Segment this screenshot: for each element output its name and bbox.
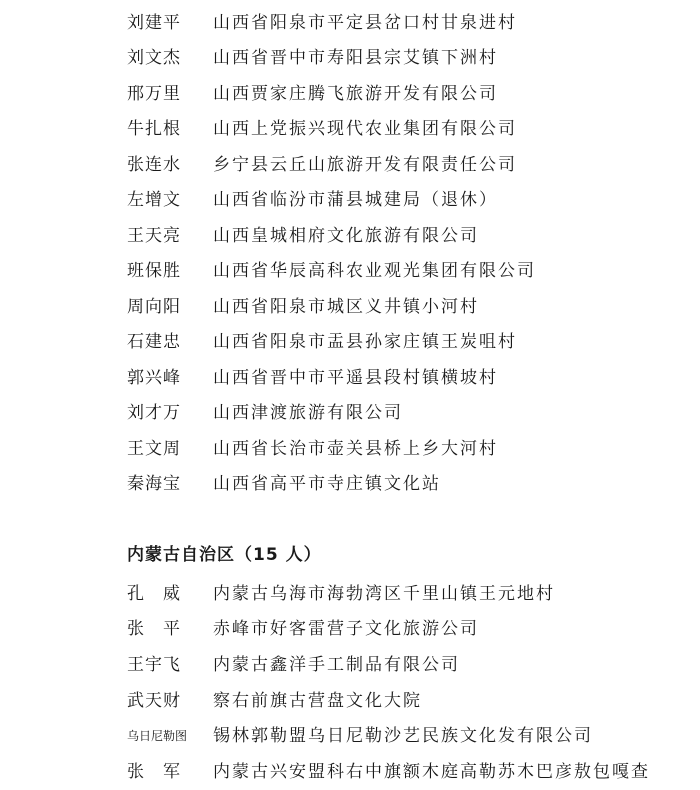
person-organization: 赤峰市好客雷营子文化旅游公司 [213, 619, 479, 639]
list-item [0, 8, 700, 38]
list-item [0, 579, 700, 609]
person-name: 乌日尼勒图 [127, 729, 188, 743]
person-organization: 山西省阳泉市平定县岔口村甘泉进村 [213, 13, 517, 33]
person-name: 郭兴峰 [127, 368, 181, 388]
person-name: 牛扎根 [127, 119, 181, 139]
person-name: 班保胜 [127, 261, 181, 281]
person-name: 周向阳 [127, 297, 181, 317]
list-item [0, 150, 700, 180]
list-item [0, 398, 700, 428]
person-organization: 山西省长治市壶关县桥上乡大河村 [213, 439, 498, 459]
person-organization: 山西省晋中市寿阳县宗艾镇下洲村 [213, 48, 498, 68]
person-organization: 山西省高平市寺庄镇文化站 [213, 474, 441, 494]
section-heading: 内蒙古自治区（15 人） [127, 545, 322, 565]
person-organization: 乡宁县云丘山旅游开发有限责任公司 [213, 155, 517, 175]
person-organization: 山西省阳泉市盂县孙家庄镇王炭咀村 [213, 332, 517, 352]
list-item [0, 434, 700, 464]
person-name: 张 平 [127, 619, 181, 639]
person-name: 刘才万 [127, 403, 181, 423]
person-name: 张连水 [127, 155, 181, 175]
person-organization: 山西皇城相府文化旅游有限公司 [213, 226, 479, 246]
person-organization: 内蒙古鑫洋手工制品有限公司 [213, 655, 460, 675]
list-item [0, 363, 700, 393]
list-item [0, 256, 700, 286]
list-item [0, 327, 700, 357]
list-item [0, 469, 700, 499]
list-item [0, 614, 700, 644]
list-item [0, 292, 700, 322]
person-name: 左增文 [127, 190, 181, 210]
person-name: 王天亮 [127, 226, 181, 246]
list-item [0, 43, 700, 73]
person-organization: 山西省华辰高科农业观光集团有限公司 [213, 261, 536, 281]
person-name: 刘建平 [127, 13, 181, 33]
list-item [0, 686, 700, 716]
list-item [0, 185, 700, 215]
person-name: 王宇飞 [127, 655, 181, 675]
person-name: 邢万里 [127, 84, 181, 104]
list-item [0, 221, 700, 251]
person-name: 王文周 [127, 439, 181, 459]
person-name: 石建忠 [127, 332, 181, 352]
person-organization: 内蒙古兴安盟科右中旗额木庭高勒苏木巴彦敖包嘎查 [213, 762, 650, 782]
list-item [0, 650, 700, 680]
person-organization: 察右前旗古营盘文化大院 [213, 691, 422, 711]
person-name: 孔 威 [127, 584, 181, 604]
list-item [0, 721, 700, 751]
person-name: 武天财 [127, 691, 181, 711]
person-name: 张 军 [127, 762, 181, 782]
list-item [0, 757, 700, 787]
person-name: 秦海宝 [127, 474, 181, 494]
person-organization: 内蒙古乌海市海勃湾区千里山镇王元地村 [213, 584, 555, 604]
person-organization: 山西津渡旅游有限公司 [213, 403, 403, 423]
person-organization: 山西省阳泉市城区义井镇小河村 [213, 297, 479, 317]
list-item [0, 114, 700, 144]
person-name: 刘文杰 [127, 48, 181, 68]
person-organization: 山西贾家庄腾飞旅游开发有限公司 [213, 84, 498, 104]
person-organization: 山西上党振兴现代农业集团有限公司 [213, 119, 517, 139]
person-organization: 锡林郭勒盟乌日尼勒沙艺民族文化发有限公司 [213, 726, 593, 746]
person-organization: 山西省临汾市蒲县城建局（退休） [213, 190, 498, 210]
person-organization: 山西省晋中市平遥县段村镇横坡村 [213, 368, 498, 388]
list-item [0, 79, 700, 109]
